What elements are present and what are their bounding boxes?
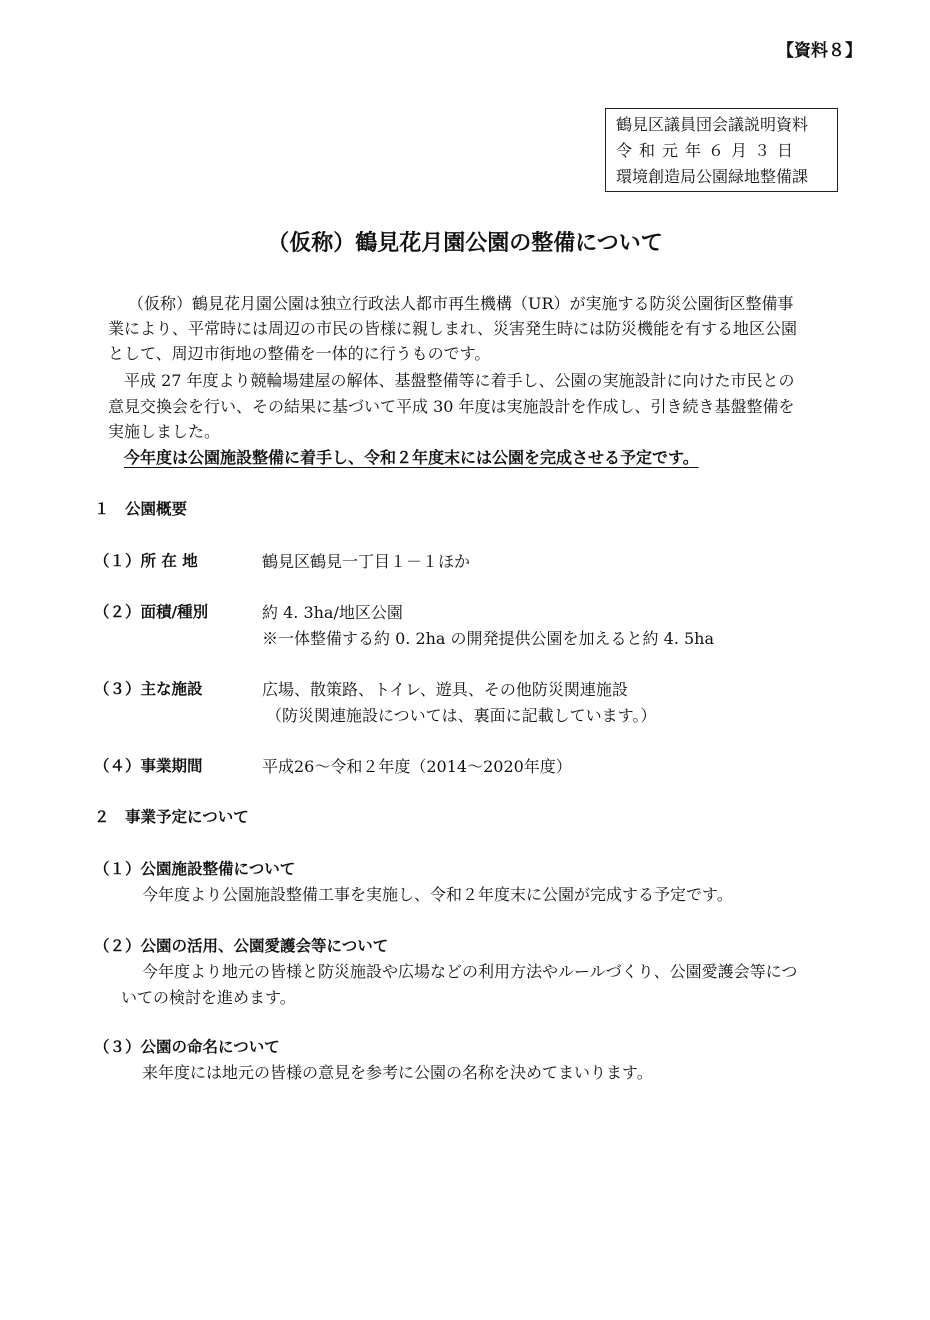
item-construction-text: 今年度より公園施設整備工事を実施し、令和２年度末に公園が完成する予定です。 [142,885,733,904]
document-label: 【資料８】 [777,41,862,61]
item-utilization-text-line1: 今年度より地元の皆様と防災施設や広場などの利用方法やルールづくり、公園愛護会等につ [142,962,798,981]
item-naming-label: （３）公園の命名について [94,1038,280,1056]
section1-heading: １ 公園概要 [94,500,188,518]
info-box-date: 令和元年６月３日 [616,141,801,160]
item-area-value: 約 4. 3ha/地区公園 [262,603,403,622]
info-box [605,108,838,192]
item-utilization-text-line2: いての検討を進めます。 [121,988,296,1007]
item-area-label: （２）面積/種別 [94,603,209,621]
item-facilities-note: （防災関連施設については、裏面に記載しています。） [266,706,657,725]
intro-p1-line1: （仮称）鶴見花月園公園は独立行政法人都市再生機構（UR）が実施する防災公園街区整備事 [128,294,794,313]
intro-p1-line3: として、周辺市街地の整備を一体的に行うものです。 [108,344,491,363]
info-box-department: 環境創造局公園緑地整備課 [616,167,809,186]
intro-p1-line2: 業により、平常時には周辺の市民の皆様に親しまれ、災害発生時には防災機能を有する地区公園 [108,319,797,338]
item-period-label: （４）事業期間 [94,757,203,775]
item-area-note: ※一体整備する約 0. 2ha の開発提供公園を加えると約 4. 5ha [262,629,715,648]
item-facilities-label: （３）主な施設 [94,680,203,698]
intro-p2-line3: 実施しました。 [108,422,221,441]
intro-p2-line2: 意見交換会を行い、その結果に基づいて平成 30 年度は実施設計を作成し、引き続き基盤整備を [108,397,795,416]
item-location-label: （１）所 在 地 [94,552,198,570]
item-construction-label: （１）公園施設整備について [94,860,296,878]
item-location-value: 鶴見区鶴見一丁目１－１ほか [262,552,471,571]
item-utilization-label: （２）公園の活用、公園愛護会等について [94,937,389,955]
item-facilities-value: 広場、散策路、トイレ、遊具、その他防災関連施設 [262,680,628,699]
item-period-value: 平成26～令和２年度（2014～2020年度） [262,757,572,776]
page-title: （仮称）鶴見花月園公園の整備について [267,231,663,256]
intro-emphasis: 今年度は公園施設整備に着手し、令和２年度末には公園を完成させる予定です。 [124,448,699,467]
item-naming-text: 来年度には地元の皆様の意見を参考に公園の名称を決めてまいります。 [142,1063,653,1082]
intro-p2-line1: 平成 27 年度より競輪場建屋の解体、基盤整備等に着手し、公園の実施設計に向けた市民との [124,371,795,390]
section2-heading: ２ 事業予定について [94,808,249,826]
info-box-line1: 鶴見区議員団会議説明資料 [616,115,809,134]
